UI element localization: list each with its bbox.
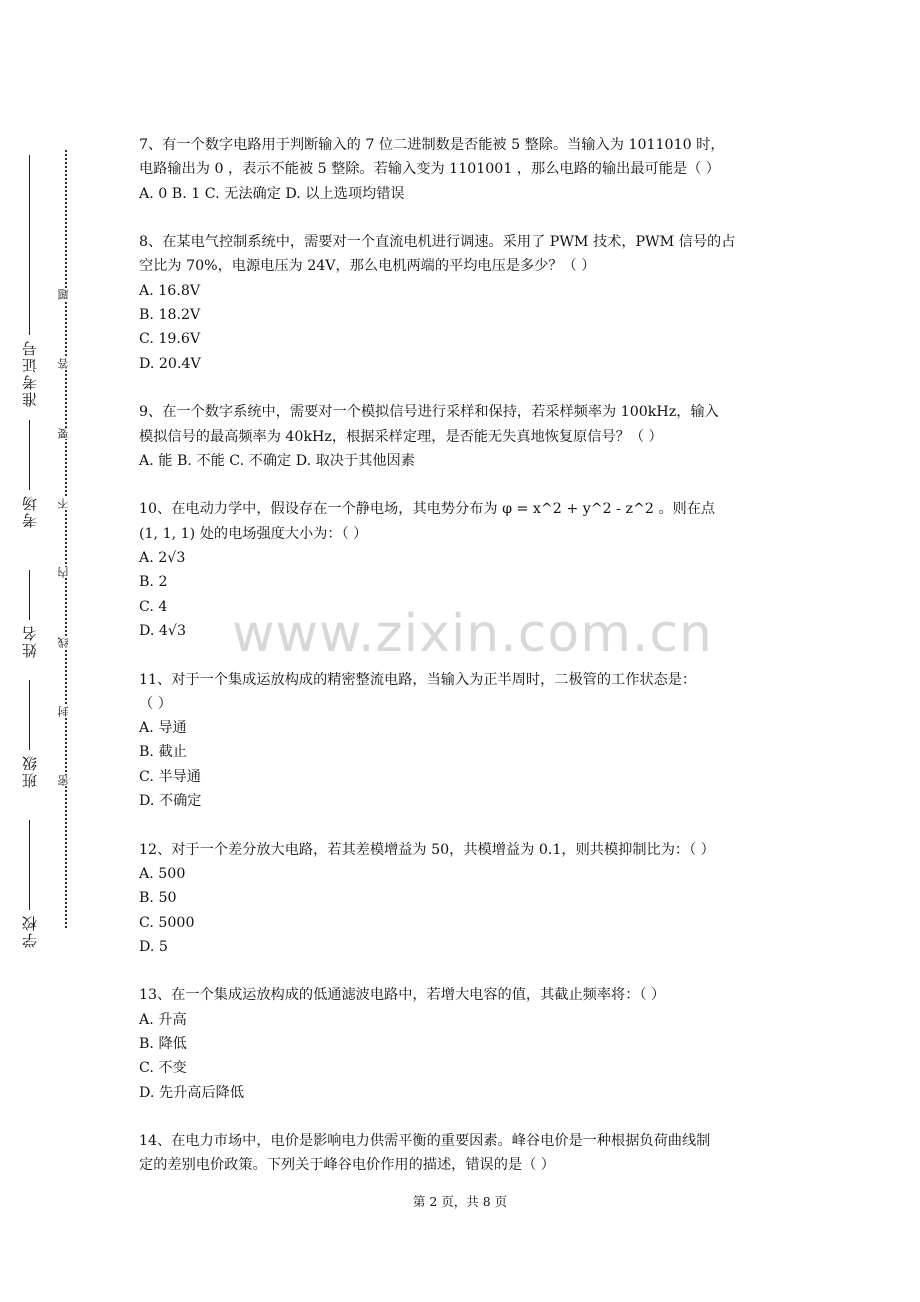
answer-option: C. 19.6V (139, 331, 201, 348)
field-line (29, 820, 30, 910)
answer-option: A. 500 (139, 865, 186, 882)
seal-char: 要 (57, 428, 75, 439)
question-stem: 电路输出为 0 ，表示不能被 5 整除。若输入变为 1101001 ，那么电路的输出最可能是（ ） (139, 161, 720, 178)
seal-dotted-line (65, 150, 67, 928)
field-exam-room (14, 420, 44, 528)
answer-option: B. 50 (139, 890, 177, 907)
question-block (139, 400, 799, 473)
field-line (29, 155, 30, 335)
seal-char: 题 (57, 289, 75, 300)
question-stem: (1, 1, 1) 处的电场强度大小为：（ ） (139, 525, 368, 542)
question-stem: 模拟信号的最高频率为 40kHz，根据采样定理，是否能无失真地恢复原信号？（ ） (139, 428, 663, 445)
question-block (139, 230, 799, 376)
answer-option: A. 0 B. 1 C. 无法确定 D. 以上选项均错误 (139, 185, 405, 202)
answer-option: A. 能 B. 不能 C. 不确定 D. 取决于其他因素 (139, 452, 415, 469)
question-stem: 8、在某电气控制系统中，需要对一个直流电机进行调速。采用了 PWM 技术，PWM 信号的占 (139, 234, 736, 251)
field-label: 班级 (20, 754, 39, 788)
question-stem: 7、有一个数字电路用于判断输入的 7 位二进制数是否能被 5 整除。当输入为 1011010 时， (139, 137, 725, 153)
binding-margin (0, 0, 100, 1302)
answer-option: B. 截止 (139, 744, 187, 761)
answer-option: C. 半导通 (139, 768, 201, 785)
question-block (139, 497, 799, 643)
question-block (139, 1129, 799, 1178)
seal-char: 内 (57, 567, 75, 578)
watermark: www.zixin.com.cn (232, 604, 713, 664)
question-stem: （ ） (139, 695, 172, 712)
question-block (139, 133, 799, 206)
seal-char: 不 (57, 498, 75, 509)
seal-char: 密 (57, 775, 75, 786)
answer-option: A. 导通 (139, 720, 187, 737)
answer-option: D. 先升高后降低 (139, 1084, 245, 1101)
field-label: 考场 (20, 494, 39, 528)
question-stem: 12、对于一个差分放大电路，若其差模增益为 50，共模增益为 0.1，则共模抑制比为：（ ） (139, 841, 715, 858)
question-stem: 11、对于一个集成运放构成的精密整流电路，当输入为正半周时，二极管的工作状态是： (139, 671, 697, 688)
question-block (139, 668, 799, 814)
page-footer: 第 2 页，共 8 页 (412, 1194, 508, 1209)
seal-char: 封 (57, 706, 75, 717)
question-stem: 14、在电力市场中，电价是影响电力供需平衡的重要因素。峰谷电价是一种根据负荷曲线制 (139, 1133, 711, 1150)
answer-option: C. 5000 (139, 914, 195, 931)
field-label: 学校 (20, 914, 39, 948)
question-list (139, 133, 799, 1202)
field-class (14, 680, 44, 788)
question-block (139, 838, 799, 959)
field-line (29, 570, 30, 620)
answer-option: B. 2 (139, 574, 168, 591)
question-stem: 13、在一个集成运放构成的低通滤波电路中，若增大电容的值，其截止频率将：（ ） (139, 987, 666, 1004)
answer-option: D. 5 (139, 938, 168, 955)
answer-option: C. 不变 (139, 1060, 187, 1077)
answer-option: C. 4 (139, 598, 168, 615)
question-stem: 9、在一个数字系统中，需要对一个模拟信号进行采样和保持，若采样频率为 100kHz，输入 (139, 404, 719, 421)
answer-option: D. 不确定 (139, 793, 202, 810)
question-stem: 定的差别电价政策。下列关于峰谷电价作用的描述，错误的是（ ） (139, 1157, 555, 1174)
answer-option: B. 降低 (139, 1035, 187, 1052)
field-admission-number (14, 155, 44, 407)
seal-char: 答 (57, 358, 75, 369)
field-label: 姓名 (20, 624, 39, 658)
answer-option: A. 16.8V (139, 282, 201, 299)
seal-char: 线 (57, 637, 75, 648)
question-stem: 空比为 70%，电源电压为 24V，那么电机两端的平均电压是多少？（ ） (139, 258, 596, 275)
field-line (29, 420, 30, 490)
question-stem: 10、在电动力学中，假设存在一个静电场，其电势分布为 φ = x^2 + y^2 - z^2 。则在点 (139, 501, 716, 518)
field-label: 准考证号 (20, 339, 39, 407)
answer-option: B. 18.2V (139, 307, 201, 324)
answer-option: D. 4√3 (139, 622, 186, 639)
field-name (14, 570, 44, 658)
answer-option: A. 2√3 (139, 550, 186, 567)
field-line (29, 680, 30, 750)
answer-option: D. 20.4V (139, 355, 201, 372)
field-school (14, 820, 44, 948)
question-block (139, 983, 799, 1104)
answer-option: A. 升高 (139, 1011, 187, 1028)
